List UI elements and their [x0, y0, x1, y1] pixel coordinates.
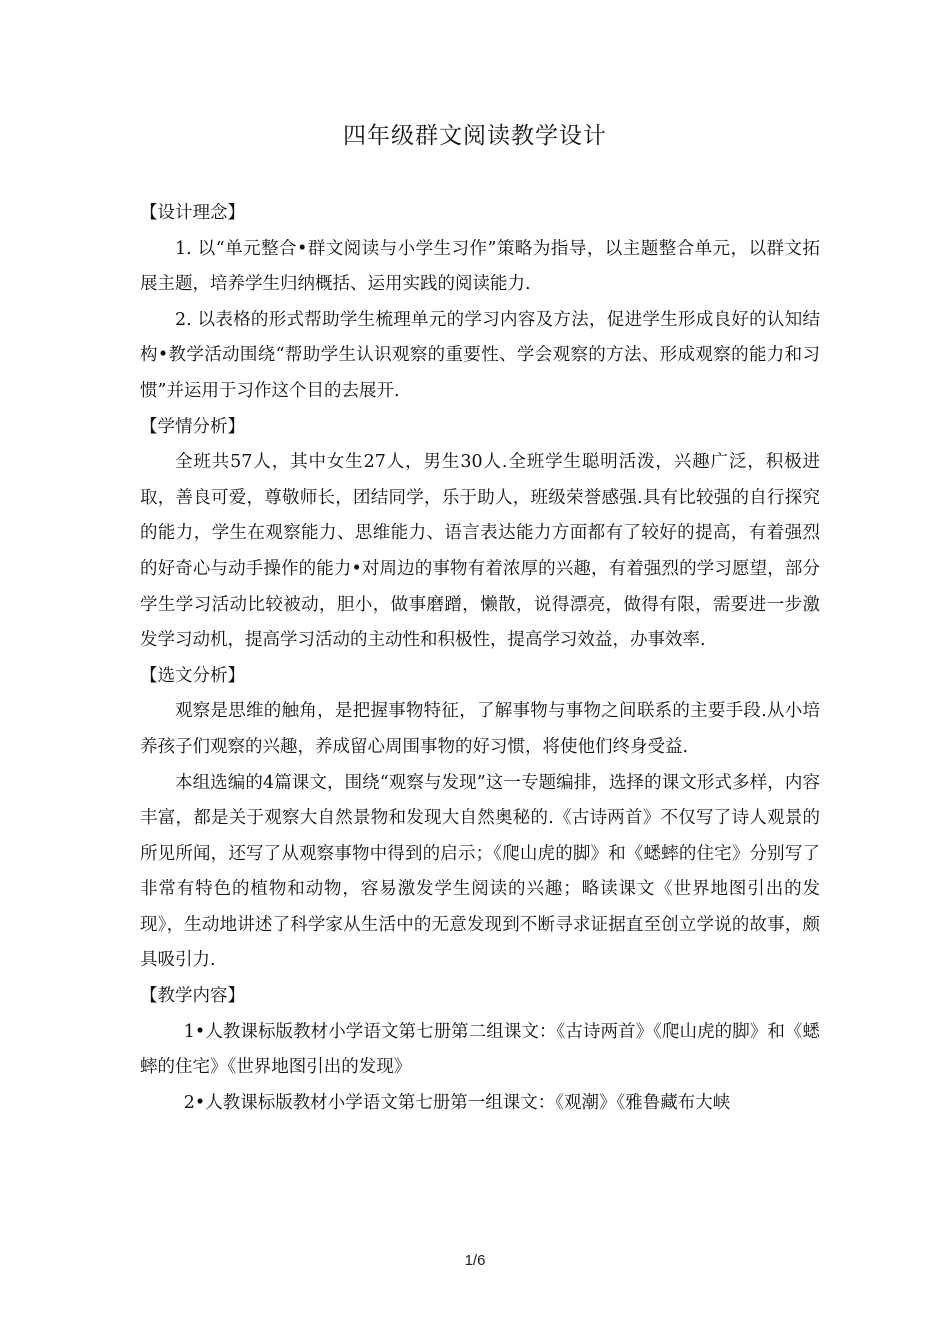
document-title: 四年级群文阅读教学设计 [343, 123, 607, 149]
section-heading: 【选文分析】 [140, 665, 245, 686]
document-body [140, 196, 820, 1121]
section-text-selection-analysis [140, 659, 820, 979]
paragraph: 观察是思维的触角，是把握事物特征，了解事物与事物之间联系的主要手段.从小培养孩子们观察的兴趣，养成留心周围事物的好习惯，将使他们终身受益. [140, 701, 820, 757]
paragraph: 1. 以“单元整合•群文阅读与小学生习作”策略为指导，以主题整合单元，以群文拓展主题，培养学生归纳概括、运用实践的阅读能力. [140, 238, 820, 295]
section-teaching-content [140, 979, 820, 1121]
paragraph: 本组选编的4篇课文，围绕“观察与发现”这一专题编排，选择的课文形式多样，内容丰富，都是关于观察大自然景物和发现大自然奥秘的.《古诗两首》不仅写了诗人观景的所见所闻，还写了从观察事物中得到的启示；《爬山虎的脚》和《蟋蟀的住宅》分别写了非常有特色的植物和动物，容易激发学生阅读的兴趣；略读课文《世界地图引出的发现》，生动地讲述了科学家从生活中的无意发现到不断寻求证据直至创立学说的故事，颇具吸引力. [140, 772, 820, 971]
paragraph: 2. 以表格的形式帮助学生梳理单元的学习内容及方法，促进学生形成良好的认知结构•教学活动围绕“帮助学生认识观察的重要性、学会观察的方法、形成观察的能力和习惯”并运用于习作这个目的去展开. [140, 309, 820, 401]
section-learner-analysis [140, 410, 820, 659]
section-heading: 【学情分析】 [140, 416, 245, 437]
section-heading: 【教学内容】 [140, 986, 245, 1007]
page-number: 1/6 [464, 1252, 486, 1269]
paragraph: 2•人教课标版教材小学语文第七册第一组课文：《观潮》《雅鲁藏布大峡 [183, 1092, 731, 1113]
section-heading: 【设计理念】 [140, 203, 245, 223]
paragraph: 全班共57人，其中女生27人，男生30人.全班学生聪明活泼，兴趣广泛，积极进取，善良可爱，尊敬师长，团结同学，乐于助人，班级荣誉感强.具有比较强的自行探究的能力，学生在观察能力、思维能力、语言表达能力方面都有了较好的提高，有着强烈的好奇心与动手操作的能力•对周边的事物有着浓厚的兴趣，有着强烈的学习愿望，部分学生学习活动比较被动，胆小，做事磨蹭，懒散，说得漂亮，做得有限，需要进一步激发学习动机，提高学习活动的主动性和积极性，提高学习效益，办事效率. [140, 452, 820, 651]
paragraph: 1•人教课标版教材小学语文第七册第二组课文：《古诗两首》《爬山虎的脚》和《蟋蟀的住宅》《世界地图引出的发现》 [140, 1021, 820, 1078]
section-design-concept [140, 196, 820, 410]
